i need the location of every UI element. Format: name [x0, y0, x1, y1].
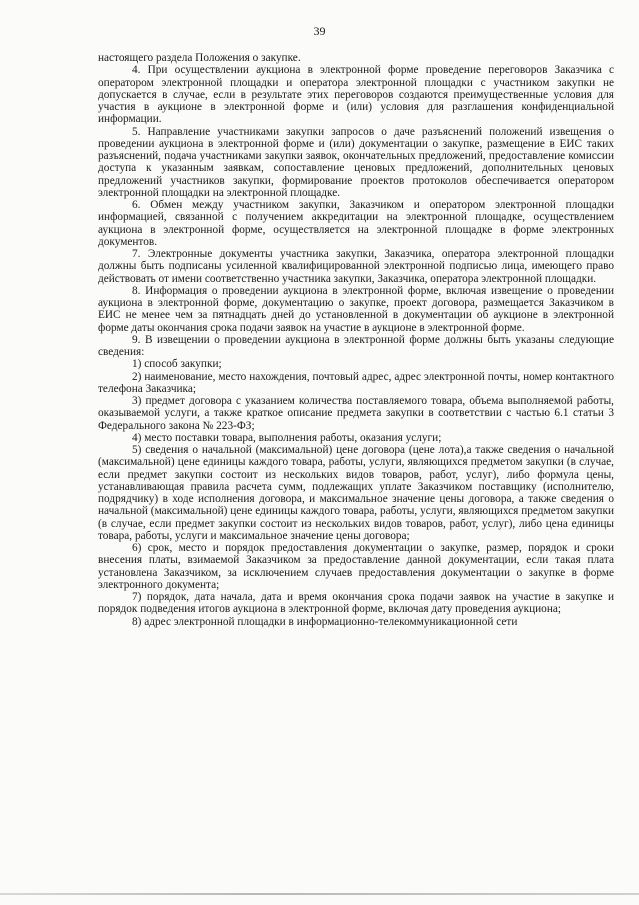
paragraph: 6. Обмен между участником закупки, Заказчиком и оператором электронной площадки информацией, связанной с получением аккредитации на электронной площадке, осуществлением аукциона в электронной форме, осуществляется на электронной площадке в форме электронных документов. — [98, 199, 614, 248]
scan-edge-line — [0, 893, 639, 895]
list-item: 3) предмет договора с указанием количества поставляемого товара, объема выполняемой работы, оказываемой услуги, а также краткое описание предмета закупки в соответствии с частью 6.1 статьи 3 Федерального закона № 223-ФЗ; — [98, 395, 614, 432]
list-item: 8) адрес электронной площадки в информационно-телекоммуникационной сети — [132, 615, 518, 628]
paragraph: 9. В извещении о проведении аукциона в электронной форме должны быть указаны следующие сведения: — [98, 333, 614, 358]
list-item: 5) сведения о начальной (максимальной) цене договора (цене лота),а также сведения о начальной (максимальной) цене единицы каждого товара, работы, услуги, являющихся предметом закупки (в случае, если предмет закупки состоит из нескольких видов товаров, работ, услуг), либо формула цены, устанавливающая правила расчета сумм, подлежащих уплате Заказчиком поставщику (исполнителю, подрядчику) в ходе исполнения договора, и максимальное значение цены договора, а также сведения о начальной (максимальной) цене единицы каждого товара, работы, услуги, являющихся предметом закупки (в случае, если предмет закупки состоит из нескольких видов товаров, работ, услуг), либо цена единицы товара, работы, услуги и максимальное значение цены договора; — [98, 444, 614, 542]
paragraph: 7. Электронные документы участника закупки, Заказчика, оператора электронной площадки должны быть подписаны усиленной квалифицированной электронной подписью лица, имеющего право действовать от имени соответственно участника закупки, Заказчика, оператора электронной площадки. — [98, 248, 614, 285]
body-text — [98, 52, 614, 628]
paragraph: 4. При осуществлении аукциона в электронной форме проведение переговоров Заказчика с оператором электронной площадки и оператора электронной площадки с участником закупки не допускается в случае, если в результате этих переговоров создаются преимущественные условия для участия в аукционе в электронной форме и (или) условия для разглашения конфиденциальной информации. — [98, 64, 614, 126]
paragraph: настоящего раздела Положения о закупке. — [98, 52, 301, 64]
paragraph: 8. Информация о проведении аукциона в электронной форме, включая извещение о проведении аукциона в электронной форме, документацию о закупке, проект договора, размещается Заказчиком в ЕИС не менее чем за пятнадцать дней до установленной в документации об аукционе в электронной форме даты окончания срока подачи заявок на участие в аукционе в электронной форме. — [98, 284, 614, 334]
list-item: 2) наименование, место нахождения, почтовый адрес, адрес электронной почты, номер контактного телефона Заказчика; — [98, 370, 614, 395]
list-item: 7) порядок, дата начала, дата и время окончания срока подачи заявок на участие в закупке и порядок подведения итогов аукциона в электронной форме, включая дату проведения аукциона; — [98, 591, 614, 616]
list-item: 4) место поставки товара, выполнения работы, оказания услуги; — [132, 431, 442, 444]
list-item: 1) способ закупки; — [132, 358, 222, 371]
page-number: 39 — [313, 24, 326, 38]
list-item: 6) срок, место и порядок предоставления документации о закупке, размер, порядок и сроки внесения платы, взимаемой Заказчиком за предоставление данной документации, если такая плата установлена Заказчиком, за исключением случаев предоставления документации о закупке в форме электронного документа; — [98, 542, 614, 591]
paragraph: 5. Направление участниками закупки запросов о даче разъяснений положений извещения о проведении аукциона в электронной форме и (или) документации о закупке, размещение в ЕИС таких разъяснений, подача участниками закупки заявок, окончательных предложений, предоставление комиссии доступа к указанным заявкам, сопоставление ценовых предложений, дополнительных ценовых предложений участников закупки, формирование проектов протоколов обеспечивается оператором электронной площадки на электронной площадке. — [98, 125, 614, 199]
